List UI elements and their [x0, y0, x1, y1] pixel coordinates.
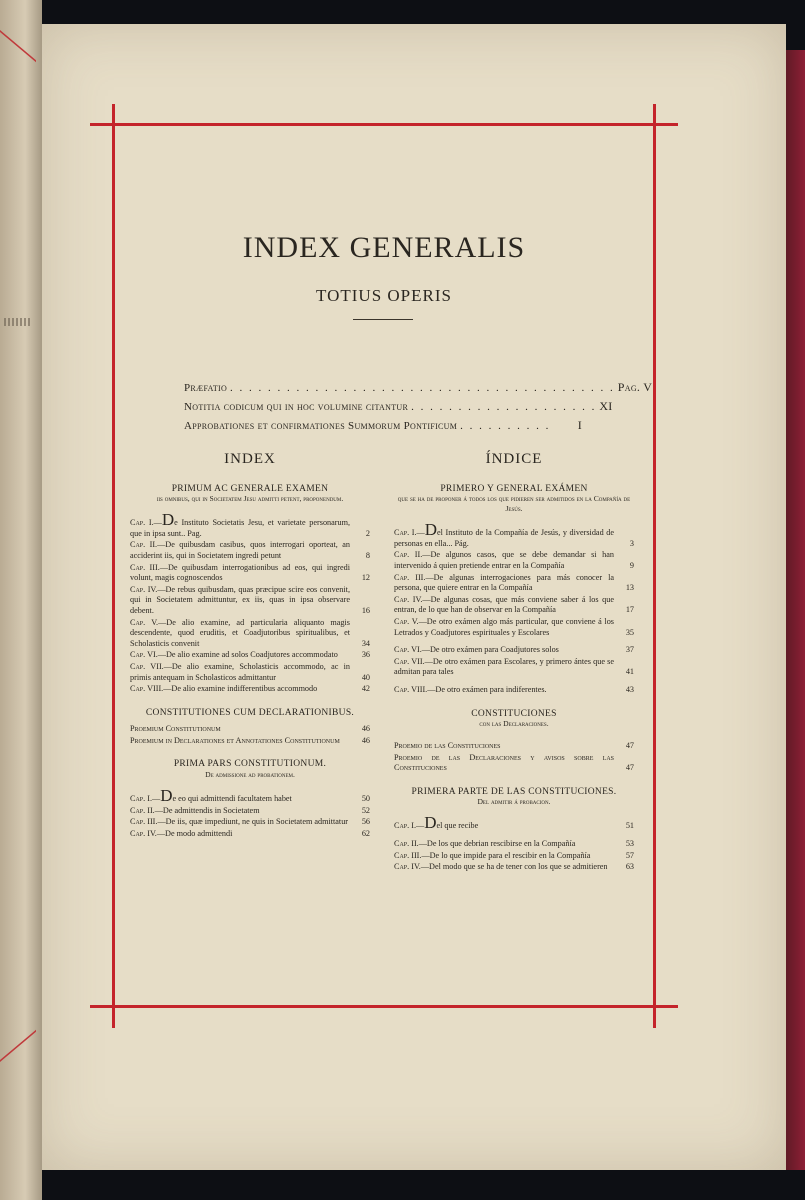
index-entry: [130, 786, 370, 806]
index-entry: [130, 563, 370, 584]
index-entry: [394, 753, 634, 774]
spine-red-line: [0, 30, 36, 142]
spanish-index-column: [394, 451, 634, 874]
entry-text: De admittendis in Societatem: [162, 805, 260, 815]
section-subtitle: con las Declaraciones.: [479, 719, 549, 729]
index-entry: [394, 839, 634, 850]
index-entry: [130, 817, 370, 828]
front-matter-item: [184, 418, 582, 437]
section-subtitle: iis omnibus, qui in Societatem Jesu admitti petent, proponendum.: [156, 494, 344, 504]
leader-dots: . . . . . . . . . . . . . . . . . . . . . . . . . . . . . . . . . . . . . . . . .: [230, 382, 615, 394]
entry-page: 36: [361, 650, 370, 660]
index-entry: [130, 540, 370, 561]
entry-page: 56: [361, 817, 370, 827]
chapter-label: Cap. II.—: [394, 839, 427, 849]
entry-text: De quibusdam casibus, quos interrogari oporteat, an acciderint iis, qui in Societatem ingredi petunt: [130, 540, 350, 560]
entry-page: 62: [361, 828, 370, 838]
front-matter-label: Approbationes et confirmationes Summorum Pontificum: [184, 420, 458, 432]
column-heading: INDEX: [224, 451, 276, 467]
entry-page: 43: [625, 684, 634, 694]
frame-line-right: [653, 104, 656, 1028]
index-entry: [394, 685, 634, 696]
chapter-label: Cap. IV.—: [130, 828, 166, 838]
entry-text: De lo que impide para el rescibir en la Compañía: [429, 850, 591, 860]
chapter-label: Cap. V.—: [130, 617, 167, 627]
entry-page: 47: [625, 741, 634, 751]
entry-page: 57: [625, 850, 634, 860]
entry-text: De algunas cosas, que más conviene saber á los que entran, de lo que han de observar en la Compañía: [394, 594, 614, 615]
section-title: PRIMA PARS CONSTITUTIONUM.: [173, 759, 327, 770]
title-rule: [353, 319, 413, 320]
entry-text: De otro exámen algo más particular, que conviene á los Letrados y Coadjutores espirituales y Escolares: [394, 616, 614, 637]
index-entry: [394, 657, 634, 678]
chapter-label: Cap. III.—: [394, 572, 434, 582]
entry-page: 17: [625, 605, 634, 615]
front-matter-page: XI: [599, 399, 613, 413]
entry-text: De algunas interrogaciones para más conocer la persona, que quiere entrar en la Compañía: [394, 572, 615, 593]
entry-page: 46: [361, 735, 370, 745]
chapter-label: Cap. I.—: [130, 794, 161, 804]
entry-text: De quibusdam interrogationibus ad eos, qui ingredi volunt, magis cognoscendos: [130, 562, 351, 583]
index-entry: [394, 520, 634, 549]
index-entry: [130, 585, 370, 617]
entry-text: De alio examine, Scholasticis accommodo, ac in primis antequam in Scholasticos admittantur: [130, 661, 350, 682]
chapter-label: Cap. VIII.—: [130, 684, 172, 694]
entry-text: De alio examine ad solos Coadjutores accommodato: [165, 650, 338, 660]
initial-letter: D: [424, 520, 438, 540]
entry-page: 50: [361, 794, 370, 804]
chapter-label: Cap. IV.—: [394, 594, 431, 604]
section-subtitle: que se ha de proponer á todos los que pidieren ser admitidos en la Compañía de Jesús.: [397, 494, 631, 514]
entry-page: 42: [361, 684, 370, 694]
chapter-label: Cap. V.—: [394, 616, 427, 626]
entry-page: 53: [625, 839, 634, 849]
section-title: PRIMUM AC GENERALE EXAMEN: [171, 483, 329, 494]
entry-page: 9: [629, 560, 634, 570]
page-subtitle: TOTIUS OPERIS: [316, 286, 452, 305]
chapter-label: Cap. IV.—: [394, 862, 430, 872]
entry-page: 46: [361, 724, 370, 734]
section-title: PRIMERO Y GENERAL EXÁMEN: [440, 483, 588, 494]
entry-page: 8: [365, 550, 370, 560]
index-entry: [394, 645, 634, 656]
index-entry: [130, 618, 370, 650]
index-entry: [130, 510, 370, 539]
chapter-label: Cap. II.—: [130, 540, 166, 550]
section-subtitle: De admissione ad probationem.: [205, 770, 295, 780]
entry-text: De los que debrian rescibirse en la Compañía: [426, 839, 576, 849]
index-entry: [394, 595, 634, 616]
initial-letter: D: [161, 510, 175, 530]
entry-page: 63: [625, 862, 634, 872]
index-entry: [394, 813, 634, 833]
entry-page: 3: [629, 538, 634, 548]
book-page: [42, 24, 786, 1170]
entry-text: Del modo que se ha de tener con los que se admitieren: [429, 862, 608, 872]
index-entry: [394, 741, 634, 752]
chapter-label: Cap. III.—: [130, 817, 166, 827]
entry-text: De modo admittendi: [165, 828, 233, 838]
chapter-label: Cap. I.—: [130, 518, 162, 528]
section-title: PRIMERA PARTE DE LAS CONSTITUCIONES.: [411, 786, 617, 797]
book-spine: [0, 0, 42, 1200]
leader-dots: . . . . . . . . . . . . . . . . . . . .: [411, 401, 597, 413]
entry-text: e Instituto Societatis Jesu, et varietate personarum, que in ipsa sunt.. Pag.: [130, 518, 350, 538]
index-entry: [130, 736, 370, 747]
index-entry: [394, 550, 634, 571]
chapter-label: Cap. VIII.—: [394, 684, 436, 694]
front-matter-list: [184, 380, 653, 437]
entry-page: 37: [625, 645, 634, 655]
chapter-label: Cap. I.—: [394, 821, 425, 831]
front-matter-item: [184, 380, 653, 399]
entry-text: Proemium in Declarationes et Annotationes Constitutionum: [130, 735, 340, 745]
spine-red-line-lower: [0, 1030, 36, 1122]
section-title: CONSTITUTIONES CUM DECLARATIONIBUS.: [145, 707, 355, 718]
front-matter-label: Notitia codicum qui in hoc volumine citantur: [184, 401, 409, 413]
chapter-label: Cap. II.—: [130, 805, 163, 815]
section-title: CONSTITUCIONES: [471, 708, 557, 719]
latin-index-column: [130, 451, 370, 840]
chapter-label: Cap. II.—: [394, 550, 431, 560]
chapter-label: Cap. I.—: [394, 528, 425, 538]
entry-text: Proemio de las Constituciones: [394, 741, 501, 751]
entry-page: 34: [361, 638, 370, 648]
entry-text: De iis, quæ impediunt, ne quis in Societatem admittatur: [165, 817, 349, 827]
index-entry: [130, 724, 370, 735]
index-entry: [394, 573, 634, 594]
index-entry: [130, 650, 370, 661]
chapter-label: Cap. IV.—: [130, 584, 166, 594]
entry-page: 2: [365, 528, 370, 538]
index-entry: [130, 829, 370, 840]
chapter-label: Cap. VI.—: [394, 645, 430, 655]
entry-page: 51: [625, 821, 634, 831]
entry-text: De otro exámen para Escolares, y primero ántes que se admitan para tales: [394, 656, 614, 677]
page-title: INDEX GENERALIS: [242, 231, 526, 264]
index-entry: [130, 662, 370, 683]
entry-text: Proemio de las Declaraciones y avisos sobre las Constituciones: [394, 752, 614, 773]
entry-page: 52: [361, 805, 370, 815]
entry-text: De otro exámen para indiferentes.: [435, 684, 547, 694]
leader-dots: . . . . . . . . . .: [460, 420, 551, 432]
entry-page: 13: [625, 583, 634, 593]
front-matter-label: Præfatio: [184, 382, 228, 394]
chapter-label: Cap. VII.—: [394, 656, 433, 666]
index-entry: [130, 684, 370, 695]
entry-text: De otro exámen para Coadjutores solos: [429, 645, 559, 655]
entry-page: 40: [361, 672, 370, 682]
entry-text: De algunos casos, que se debe demandar si han intervenido á quien pretiende entrar en la Compañía: [394, 550, 614, 570]
entry-page: 16: [361, 605, 370, 615]
entry-text: el que recibe: [436, 821, 479, 831]
chapter-label: Cap. III.—: [130, 562, 168, 572]
column-heading: ÍNDICE: [485, 451, 543, 467]
chapter-label: Cap. VI.—: [130, 650, 166, 660]
index-entry: [394, 851, 634, 862]
front-matter-item: [184, 399, 613, 418]
index-entry: [394, 862, 634, 873]
section-subtitle: Del admitir á probacion.: [477, 797, 551, 807]
index-entry: [394, 617, 634, 638]
chapter-label: Cap. III.—: [394, 850, 430, 860]
entry-text: De alio examine, ad particularia aliquanto magis descendente, quod eruditis, et Coadjutoribus spiritualibus, et Scholasticis convenit: [130, 617, 350, 648]
entry-text: De rebus quibusdam, quas præcipue scire eos convenit, qui in Societatem admittuntur, ex iis, quas in ipsa observare debent.: [130, 584, 350, 615]
chapter-label: Cap. VII.—: [130, 661, 172, 671]
book-red-edge: [783, 50, 805, 1170]
index-entry: [130, 806, 370, 817]
initial-letter: D: [424, 813, 437, 833]
frame-line-bottom: [90, 1005, 678, 1008]
entry-page: 41: [625, 667, 634, 677]
entry-text: Proemium Constitutionum: [130, 724, 221, 734]
front-matter-page: Pag. V: [617, 380, 653, 394]
entry-text: e eo qui admittendi facultatem habet: [172, 794, 292, 804]
entry-text: el Instituto de la Compañía de Jesús, y diversidad de personas en ella... Pág.: [394, 528, 614, 548]
initial-letter: D: [160, 786, 173, 806]
front-matter-page: I: [577, 418, 582, 432]
entry-text: De alio examine indifferentibus accommodo: [171, 684, 318, 694]
entry-page: 47: [625, 763, 634, 773]
spine-mark: [4, 318, 32, 326]
frame-line-top: [90, 123, 678, 126]
entry-page: 12: [361, 573, 370, 583]
entry-page: 35: [625, 627, 634, 637]
